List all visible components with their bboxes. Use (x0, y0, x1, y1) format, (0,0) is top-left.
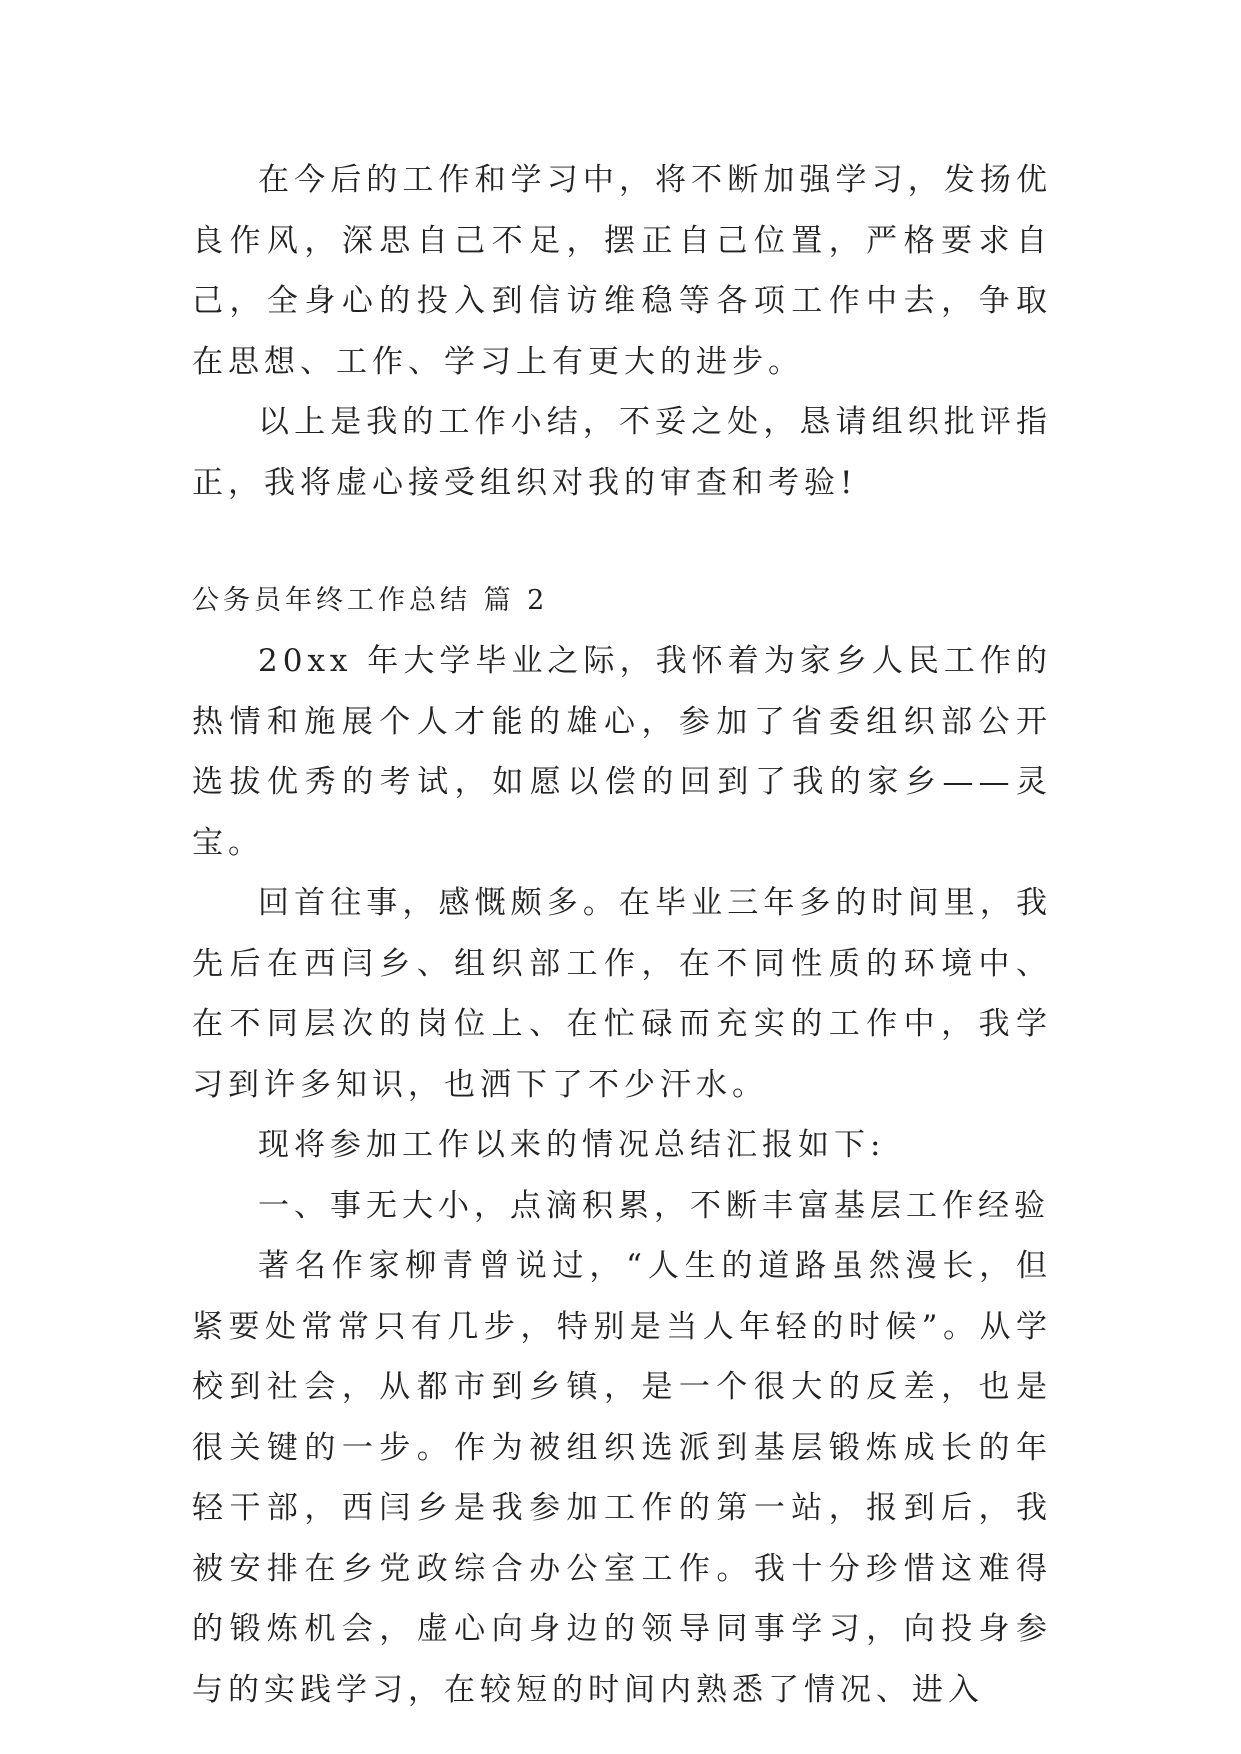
paragraph-closing-remark: 以上是我的工作小结，不妥之处，恳请组织批评指正，我将虚心接受组织对我的审查和考验! (192, 404, 1052, 501)
section-heading: 公务员年终工作总结 篇 2 (192, 585, 549, 616)
document-body (192, 150, 1052, 1720)
section-spacer (192, 513, 1052, 571)
paragraph-study-pledge: 在今后的工作和学习中，将不断加强学习，发扬优良作风，深思自己不足，摆正自己位置，严格要求自己，全身心的投入到信访维稳等各项工作中去，争取在思想、工作、学习上有更大的进步。 (192, 162, 1052, 380)
paragraph-liuqing-quote: 著名作家柳青曾说过，“人生的道路虽然漫长，但紧要处常常只有几步，特别是当人年轻的时候”。从学校到社会，从都市到乡镇，是一个很大的反差，也是很关键的一步。作为被组织选派到基层锻炼成长的年轻干部，西闫乡是我参加工作的第一站，报到后，我被安排在乡党政综合办公室工作。我十分珍惜这难得的锻炼机会，虚心向身边的领导同事学习，向投身参与的实践学习，在较短的时间内熟悉了情况、进入 (192, 1248, 1052, 1708)
paragraph-retrospect: 回首往事，感慨颇多。在毕业三年多的时间里，我先后在西闫乡、组织部工作，在不同性质的环境中、在不同层次的岗位上、在忙碌而充实的工作中，我学习到许多知识，也洒下了不少汗水。 (192, 885, 1052, 1103)
paragraph-graduation: 20xx 年大学毕业之际，我怀着为家乡人民工作的热情和施展个人才能的雄心，参加了省委组织部公开选拔优秀的考试，如愿以偿的回到了我的家乡——灵宝。 (192, 643, 1052, 861)
paragraph-report-intro: 现将参加工作以来的情况总结汇报如下: (258, 1127, 886, 1163)
paragraph-subheading-one: 一、事无大小，点滴积累，不断丰富基层工作经验 (258, 1187, 1050, 1224)
